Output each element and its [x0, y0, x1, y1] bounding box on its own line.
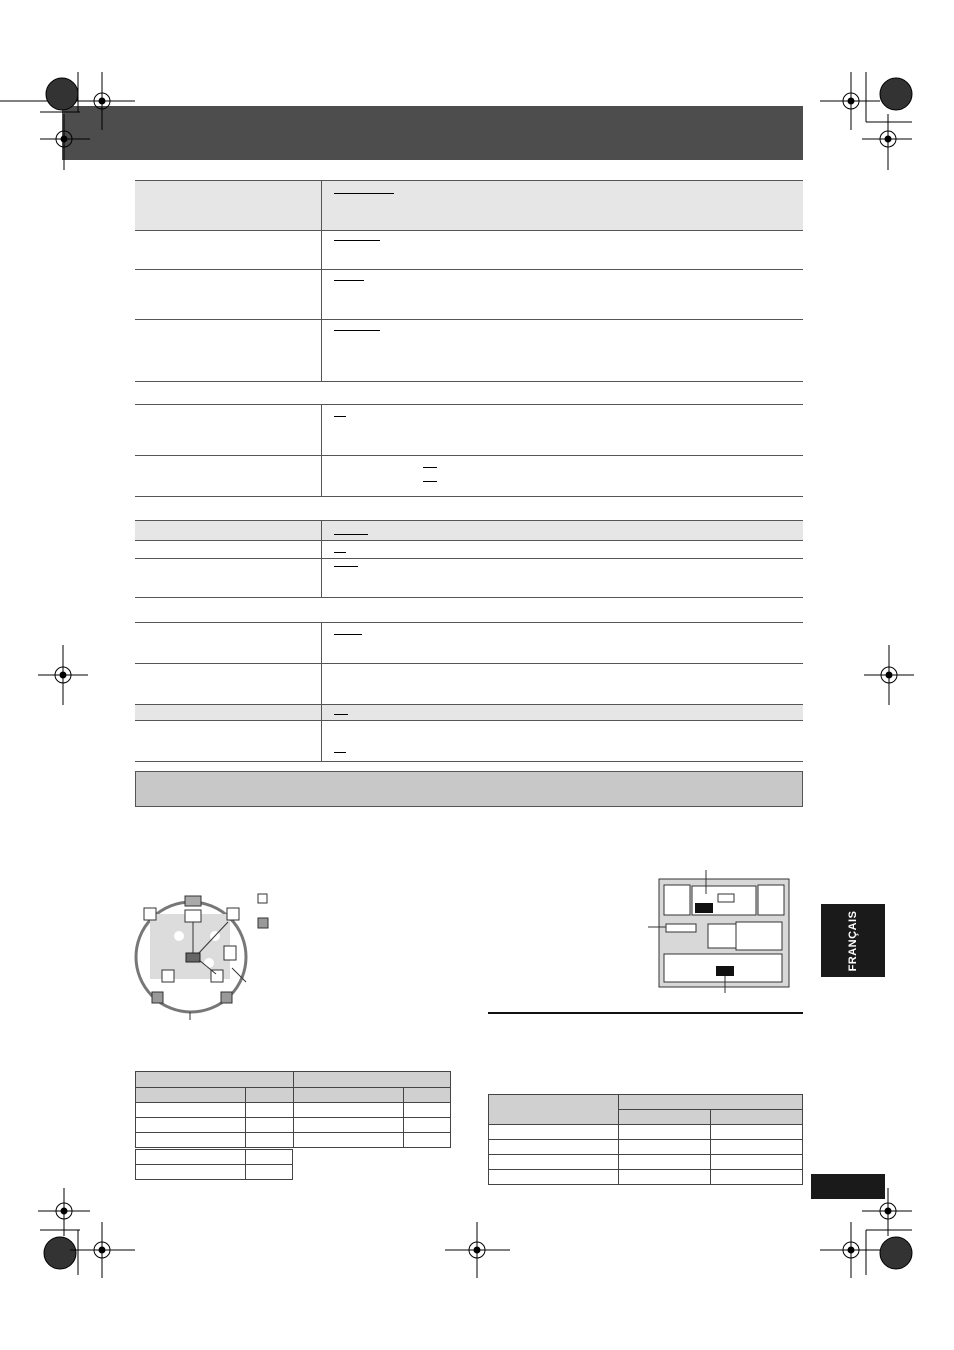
language-tab-label: FRANÇAIS	[847, 910, 859, 971]
